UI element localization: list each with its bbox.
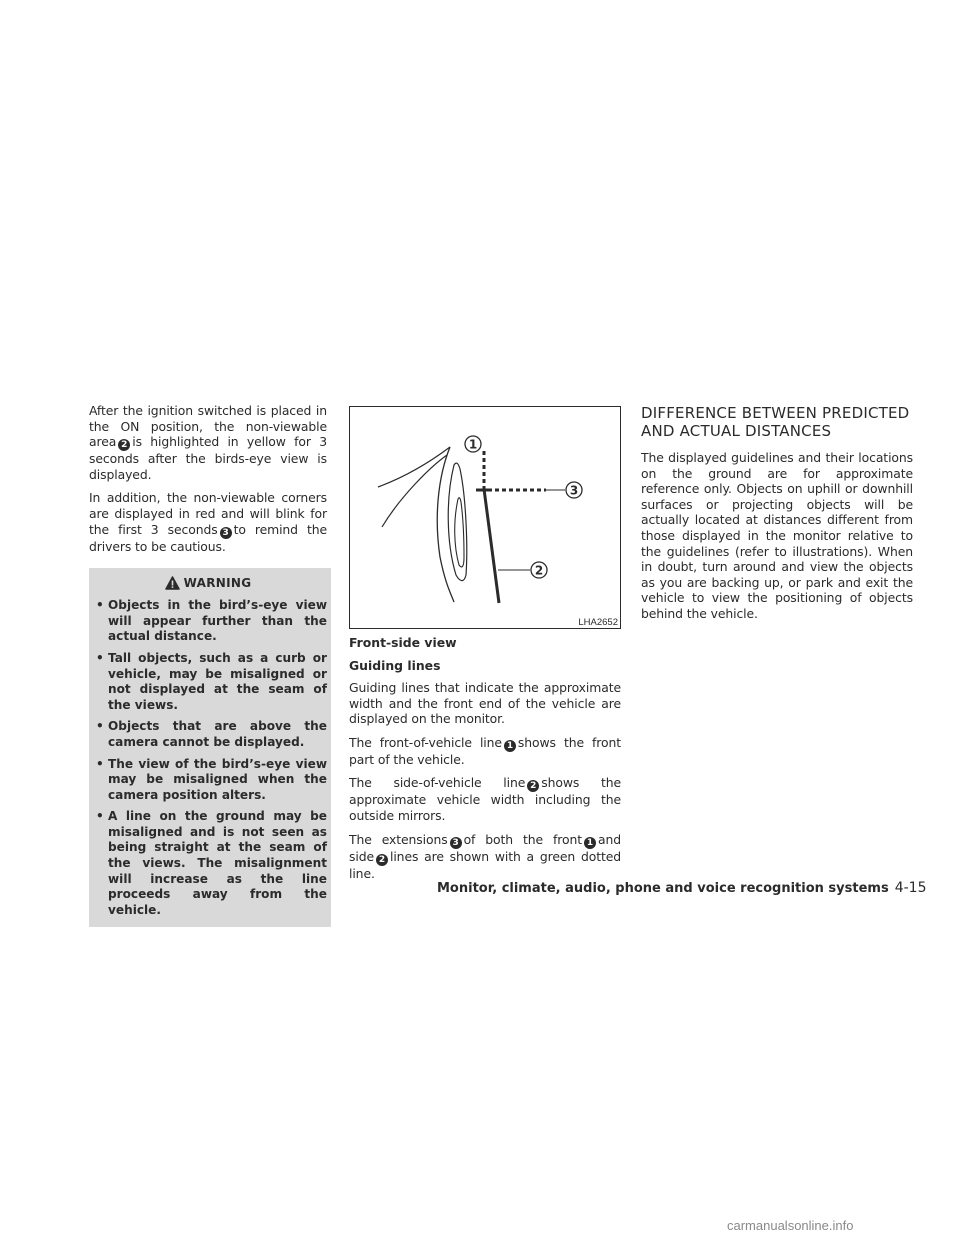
right-column [641,404,913,630]
paragraph-extensions: The extensions 3 of both the front 1 and side 2 lines are shown with a green dotted line. [349,831,621,881]
figure-code: LHA2652 [578,617,618,628]
section-heading: DIFFERENCE BETWEEN PREDICTED AND ACTUAL DISTANCES [641,404,910,440]
fender-outline [378,447,450,487]
page-number: 4-15 [894,880,927,896]
warning-item: • The view of the bird’s-eye view may be misaligned when the camera position alters. [96,756,327,802]
callout-2-icon: 2 [118,439,130,451]
warning-heading: WARNING [89,574,327,592]
callout-3-icon: 3 [450,837,462,849]
callout-1-label: 1 [468,437,478,452]
callout-2-label: 2 [534,563,544,578]
paragraph-distances: The displayed guidelines and their locations on the ground are for approximate reference only. Objects on uphill or downhill surfaces or projecting objects will be actually located at distances different from those displayed in the monitor relative to the guidelines (refer to illustrations). When in doubt, turn around and view the objects as you are backing up, or park and exit the vehicle to view the positioning of objects behind the vehicle. [641,450,913,621]
paragraph-nonviewable-area: After the ignition switched is placed in the ON position, the non-viewable area 2 is highlighted in yellow for 3 seconds after the birds-eye view is displayed. [89,403,327,482]
callout-3-label: 3 [569,483,579,498]
paragraph-side-line: The side-of-vehicle line 2 shows the approximate vehicle width including the outside mirrors. [349,775,621,823]
callout-1-icon: 1 [584,837,596,849]
paragraph-front-line: The front-of-vehicle line 1 shows the front part of the vehicle. [349,734,622,767]
warning-item: • Objects in the bird’s-eye view will appear further than the actual distance. [96,598,327,644]
warning-item: • A line on the ground may be misaligned and is not seen as being straight at the seam of the views. The misalignment will increase as the line proceeds away from the vehicle. [96,809,327,917]
left-column [89,403,327,927]
callout-2-icon: 2 [376,854,388,866]
paragraph-corners: In addition, the non-viewable corners are displayed in red and will blink for the first 3 seconds 3 to remind the drivers to be cautious. [89,490,327,554]
watermark: carmanualsonline.info [727,1218,854,1233]
side-of-vehicle-line [484,489,499,603]
paragraph-guiding-lines: Guiding lines that indicate the approximate width and the front end of the vehicle are displayed on the monitor. [349,680,621,727]
bumper-outline [437,447,454,602]
page-footer [437,880,927,896]
warning-item: • Tall objects, such as a curb or vehicle, may be misaligned or not displayed at the seam of the views. [96,650,327,712]
figure-caption: Front-side view [349,635,457,650]
warning-item: • Objects that are above the camera cannot be displayed. [96,719,327,749]
callout-1-icon: 1 [504,740,516,752]
front-side-view-illustration [349,406,621,629]
warning-box [89,568,331,927]
illustration-drawing [350,407,620,628]
wheel-inner [455,498,464,567]
callout-3-icon: 3 [220,527,232,539]
middle-column [349,406,621,889]
callout-2-icon: 2 [527,780,539,792]
warning-list [89,598,327,918]
warning-triangle-icon [165,576,180,590]
footer-section-title: Monitor, climate, audio, phone and voice recognition systems [437,881,889,896]
subheading-guiding-lines: Guiding lines [349,658,441,673]
